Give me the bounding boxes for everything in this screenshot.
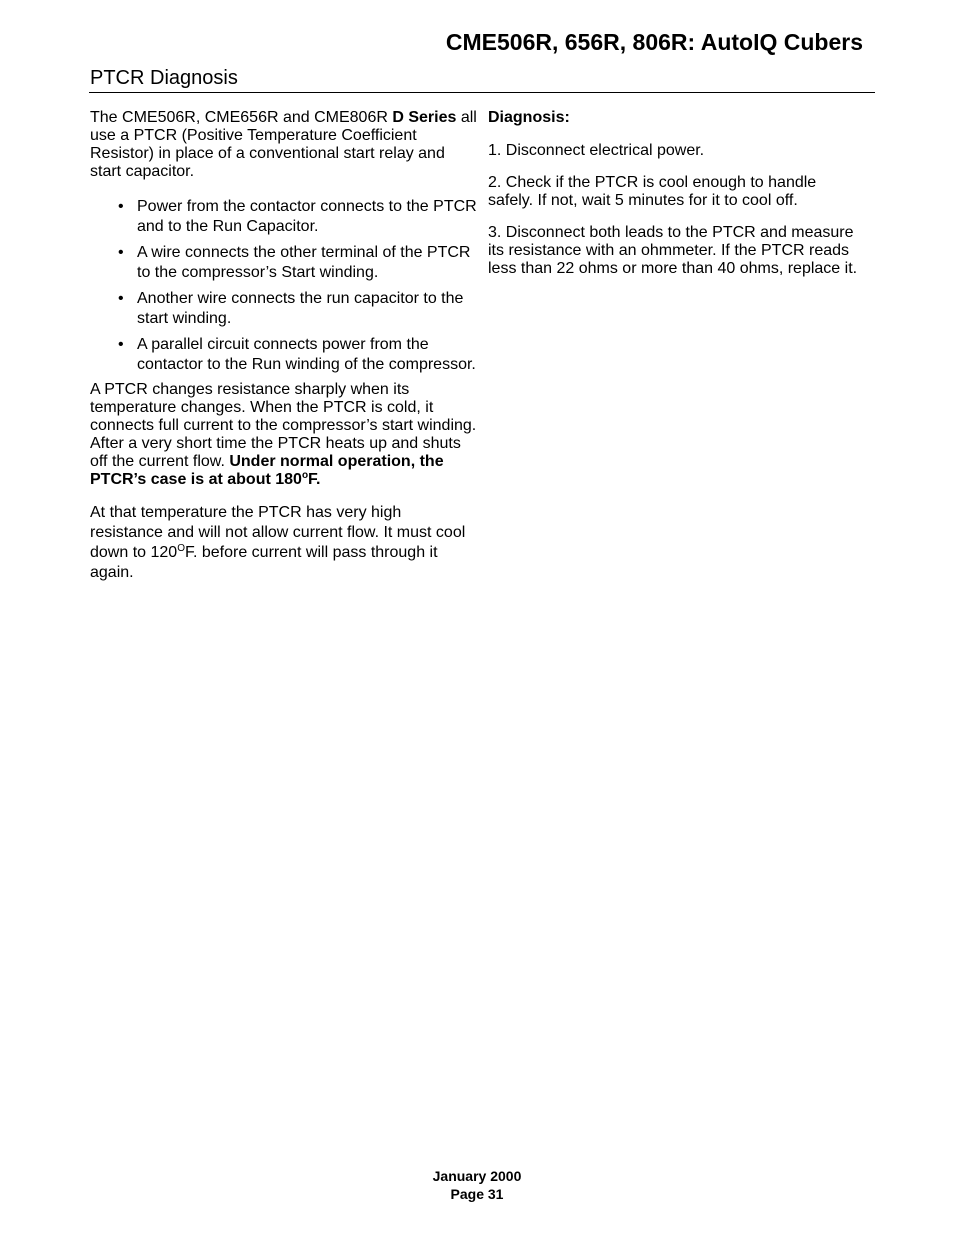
- bullet-icon: •: [118, 336, 124, 353]
- diagnosis-step: 2. Check if the PTCR is cool enough to handle safely. If not, wait 5 minutes for it to cool off.: [488, 174, 817, 209]
- temperature-paragraph: [90, 503, 478, 583]
- paragraph-bold-end: F.: [308, 471, 321, 488]
- page-number: Page 31: [450, 1186, 504, 1202]
- intro-paragraph: [90, 109, 478, 181]
- list-item: [118, 243, 478, 283]
- right-column: [488, 109, 860, 292]
- bullet-icon: •: [118, 290, 124, 307]
- diagnosis-heading: Diagnosis:: [488, 109, 570, 126]
- diagnosis-step: 1. Disconnect electrical power.: [488, 142, 705, 159]
- diagnosis-step: 3. Disconnect both leads to the PTCR and measure its resistance with an ohmmeter. If the PTCR reads less than 22 ohms or more than 40 ohms, replace it.: [488, 224, 858, 277]
- list-item: [118, 197, 478, 237]
- intro-text: The CME506R, CME656R and CME806R: [90, 109, 393, 126]
- paragraph-text: At that temperature the PTCR has very high resistance and will not allow current flow. It must cool down to 120: [90, 504, 466, 561]
- header-rule: [89, 92, 875, 93]
- paragraph-text: A PTCR changes resistance sharply when its temperature changes. When the PTCR is cold, it connects full current to the compressor’s start winding. After a very short time the PTCR heats up and shuts off the current flow.: [90, 381, 477, 470]
- list-item-text: Another wire connects the run capacitor to the start winding.: [137, 290, 464, 327]
- degree-superscript: o: [301, 470, 309, 481]
- footer-date: January 2000: [432, 1168, 522, 1184]
- intro-text-end: all use a PTCR (Positive Temperature Coefficient Resistor) in place of a conventional start relay and start capacitor.: [90, 109, 477, 180]
- connection-list: [90, 197, 478, 375]
- left-column: [90, 109, 478, 583]
- section-title: PTCR Diagnosis: [90, 67, 238, 89]
- degree-superscript: O: [177, 543, 185, 554]
- intro-bold: D Series: [392, 109, 457, 126]
- list-item-text: A wire connects the other terminal of the PTCR to the compressor’s Start winding.: [137, 244, 471, 281]
- list-item: [118, 335, 478, 375]
- page-footer: [0, 1167, 954, 1203]
- list-item-text: Power from the contactor connects to the PTCR and to the Run Capacitor.: [137, 198, 477, 235]
- list-item-text: A parallel circuit connects power from the contactor to the Run winding of the compressor.: [137, 336, 476, 373]
- bullet-icon: •: [118, 244, 124, 261]
- bullet-icon: •: [118, 198, 124, 215]
- paragraph-bold-text: Under normal operation, the PTCR’s case is at about 180: [90, 453, 444, 488]
- list-item: [118, 289, 478, 329]
- document-title: CME506R, 656R, 806R: AutoIQ Cubers: [445, 29, 863, 55]
- paragraph-text-end: F. before current will pass through it again.: [90, 544, 438, 581]
- ptcr-behavior-paragraph: [90, 381, 478, 489]
